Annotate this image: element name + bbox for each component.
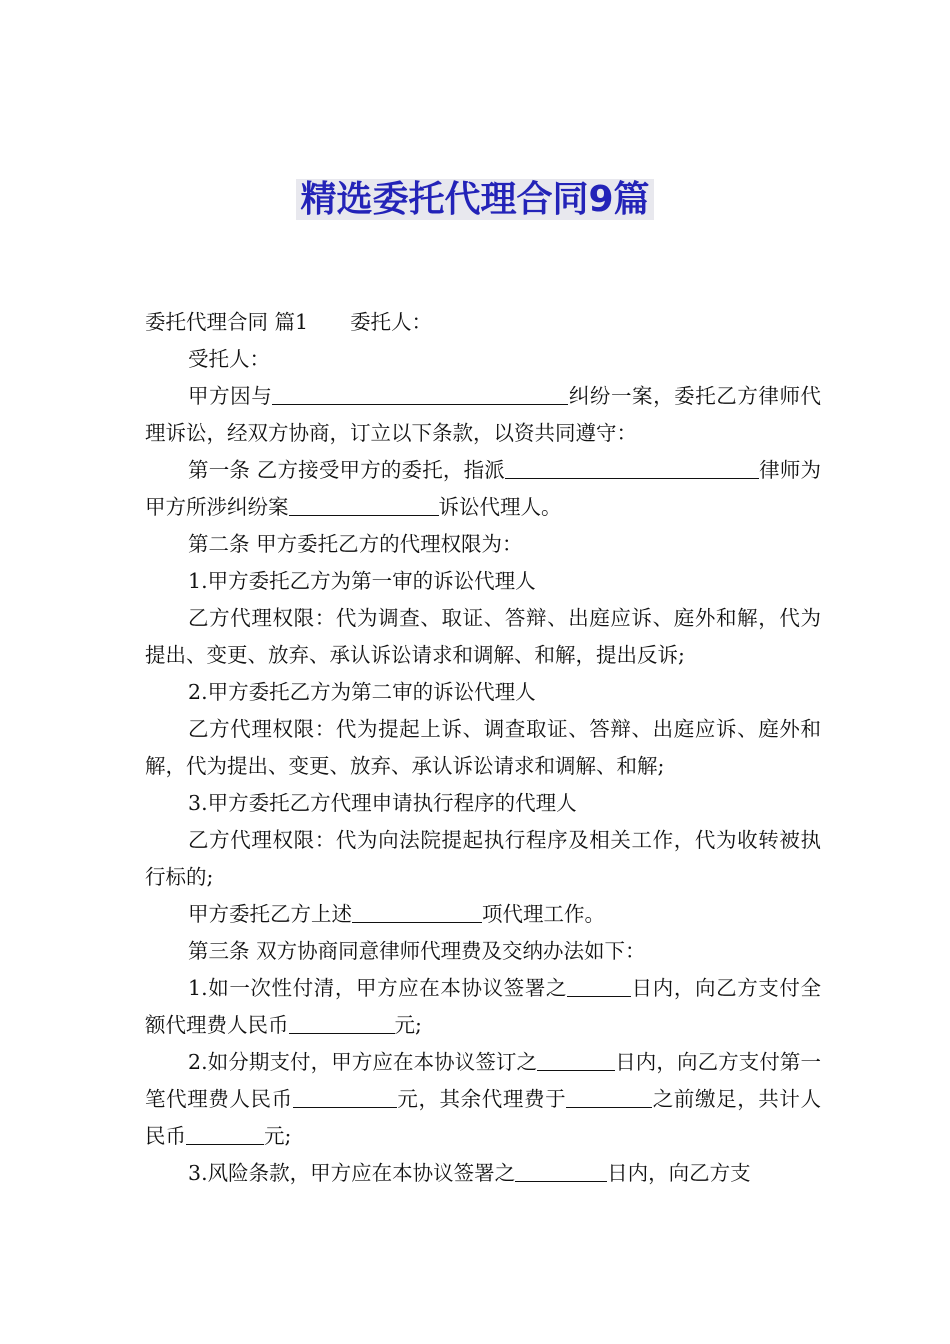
blank-dispute-party xyxy=(272,384,568,406)
paragraph-delegated-items: 甲方委托乙方上述 项代理工作。 xyxy=(188,902,606,926)
document-body xyxy=(145,304,821,1192)
blank-fee-2-deadline xyxy=(566,1087,652,1109)
document-title-text: 精选委托代理合同9篇 xyxy=(296,179,653,220)
blank-fee-2-days xyxy=(537,1050,615,1072)
agent-label: 受托人： xyxy=(188,347,271,371)
paragraph-intro: 甲方因与 纠纷一案，委托乙方律师代理诉讼，经双方协商，订立以下条款，以资共同遵守： xyxy=(145,384,822,445)
blank-lawyer-name xyxy=(505,458,759,480)
blank-fee-2-total xyxy=(186,1124,264,1146)
paragraph-article-3: 第三条 双方协商同意律师代理费及交纳办法如下： xyxy=(188,939,646,963)
principal-label: 委托人： xyxy=(350,310,433,334)
paragraph-item-3: 3.甲方委托乙方代理申请执行程序的代理人 xyxy=(188,791,577,815)
blank-case-name xyxy=(289,495,439,517)
heading-line xyxy=(145,304,821,341)
contract-heading: 委托代理合同 篇1 xyxy=(145,310,309,334)
blank-fee-2-first-amount xyxy=(293,1087,397,1109)
paragraph-article-2: 第二条 甲方委托乙方的代理权限为： xyxy=(188,532,523,556)
blank-fee-1-amount xyxy=(289,1013,395,1035)
paragraph-fee-3: 3.风险条款，甲方应在本协议签署之 日内，向乙方支 xyxy=(188,1161,751,1185)
blank-fee-3-days xyxy=(515,1161,607,1183)
agent-line xyxy=(145,341,821,378)
paragraph-item-1-scope: 乙方代理权限：代为调查、取证、答辩、出庭应诉、庭外和解，代为提出、变更、放弃、承认诉讼请求和调解、和解，提出反诉; xyxy=(145,606,821,667)
paragraph-article-1: 第一条 乙方接受甲方的委托，指派 律师为甲方所涉纠纷案 诉讼代理人。 xyxy=(145,458,822,519)
paragraph-item-3-scope: 乙方代理权限：代为向法院提起执行程序及相关工作，代为收转被执行标的; xyxy=(145,828,821,889)
paragraph-item-2-scope: 乙方代理权限：代为提起上诉、调查取证、答辩、出庭应诉、庭外和解，代为提出、变更、放弃、承认诉讼请求和调解、和解; xyxy=(145,717,821,778)
paragraph-fee-2: 2.如分期支付，甲方应在本协议签订之 日内，向乙方支付第一笔代理费人民币 元，其余代理费于 之前缴足，共计人民币 元; xyxy=(145,1050,822,1148)
paragraph-fee-1: 1.如一次性付清，甲方应在本协议签署之 日内，向乙方支付全额代理费人民币 元; xyxy=(145,976,822,1037)
document-title xyxy=(0,176,950,224)
paragraph-item-1: 1.甲方委托乙方为第一审的诉讼代理人 xyxy=(188,569,536,593)
blank-fee-1-days xyxy=(567,976,631,998)
paragraph-item-2: 2.甲方委托乙方为第二审的诉讼代理人 xyxy=(188,680,536,704)
blank-item-count xyxy=(352,902,482,924)
